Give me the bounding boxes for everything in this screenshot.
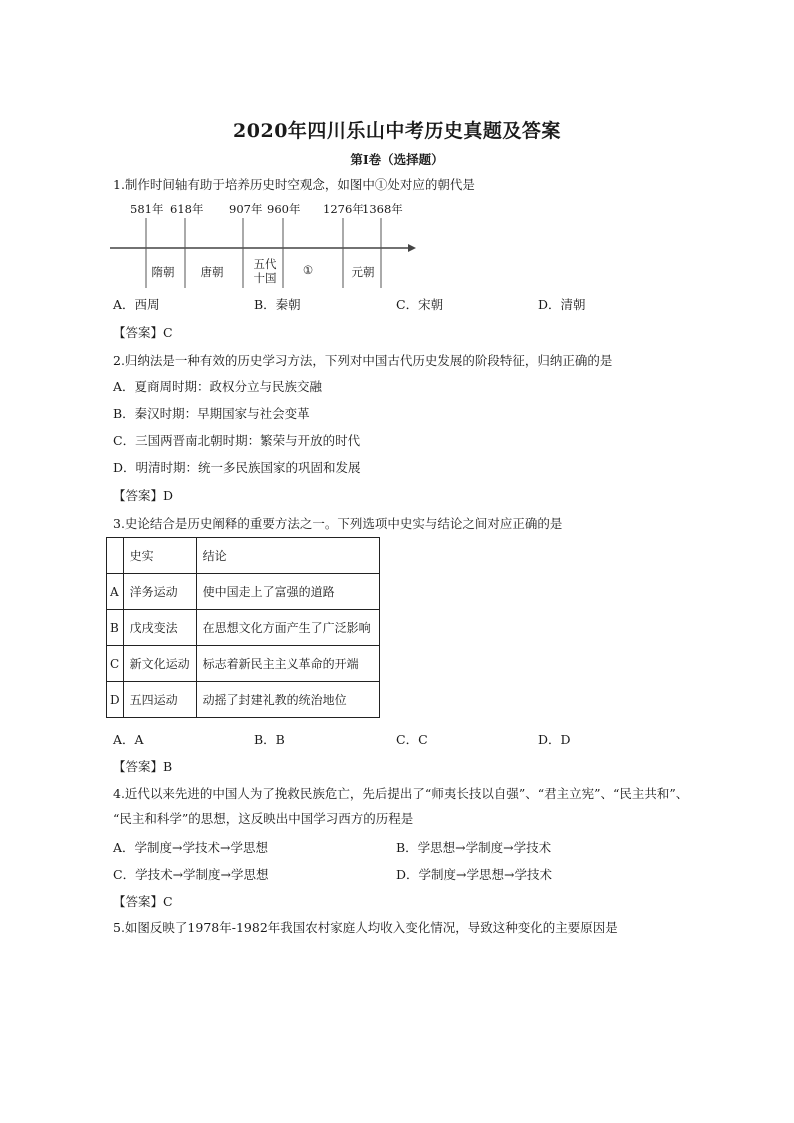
option-d: D．学制度→学思想→学技术 <box>396 867 552 882</box>
timeline-segment: 唐朝 <box>200 265 224 279</box>
timeline-year: 960年 <box>267 202 301 216</box>
option-c: C．学技术→学制度→学思想 <box>113 867 269 882</box>
answer-2: 【答案】D <box>113 488 174 503</box>
timeline-year: 1276年 <box>323 202 364 216</box>
table-header: 结论 <box>196 538 379 574</box>
option-c: C．C <box>396 732 428 747</box>
answer-4: 【答案】C <box>113 894 173 909</box>
table-cell: D <box>107 682 124 718</box>
option-a: A．A <box>113 732 144 747</box>
question-1-text: 1.制作时间轴有助于培养历史时空观念，如图中①处对应的朝代是 <box>113 177 475 192</box>
table-cell: 洋务运动 <box>123 574 196 610</box>
question-4-text: 4.近代以来先进的中国人为了挽救民族危亡，先后提出了“师夷长技以自强”、“君主立宪”、“民主共和”、 <box>113 786 689 801</box>
table-cell: 使中国走上了富强的道路 <box>196 574 379 610</box>
table-cell: 新文化运动 <box>123 646 196 682</box>
question-3-text: 3.史论结合是历史阐释的重要方法之一。下列选项中史实与结论之间对应正确的是 <box>113 516 563 531</box>
option-b: B．秦朝 <box>254 297 301 312</box>
question-4-text-cont: “民主和科学”的思想，这反映出中国学习西方的历程是 <box>113 811 414 826</box>
option-a: A．夏商周时期：政权分立与民族交融 <box>113 379 323 394</box>
timeline-year: 618年 <box>170 202 204 216</box>
table-cell: B <box>107 610 124 646</box>
table-row <box>107 610 380 646</box>
section-subtitle: 第Ⅰ卷（选择题） <box>350 152 444 167</box>
table-cell: C <box>107 646 124 682</box>
timeline-segment-blank: ① <box>302 263 314 277</box>
timeline-year: 581年 <box>130 202 164 216</box>
option-a: A．西周 <box>113 297 160 312</box>
option-d: D．清朝 <box>538 297 586 312</box>
table-cell: 五四运动 <box>123 682 196 718</box>
timeline-segment: 隋朝 <box>151 265 175 279</box>
timeline-arrow-icon <box>408 244 416 252</box>
option-c: C．三国两晋南北朝时期：繁荣与开放的时代 <box>113 433 361 448</box>
timeline-year: 1368年 <box>362 202 403 216</box>
option-b: B．学思想→学制度→学技术 <box>396 840 552 855</box>
table-row <box>107 646 380 682</box>
table-cell: 标志着新民主主义革命的开端 <box>196 646 379 682</box>
table-cell: 动摇了封建礼教的统治地位 <box>196 682 379 718</box>
answer-1: 【答案】C <box>113 325 173 340</box>
option-d: D．D <box>538 732 571 747</box>
timeline-segment: 元朝 <box>351 265 375 279</box>
table-cell <box>107 538 124 574</box>
option-c: C．宋朝 <box>396 297 444 312</box>
timeline-segment: 五代 <box>253 257 277 271</box>
fact-conclusion-table <box>106 537 380 718</box>
table-cell: 戊戌变法 <box>123 610 196 646</box>
table-header: 史实 <box>123 538 196 574</box>
table-cell: 在思想文化方面产生了广泛影响 <box>196 610 379 646</box>
question-5-text: 5.如图反映了1978年-1982年我国农村家庭人均收入变化情况，导致这种变化的主要原因是 <box>113 920 618 935</box>
timeline-segment: 十国 <box>253 271 277 285</box>
question-2-text: 2.归纳法是一种有效的历史学习方法，下列对中国古代历史发展的阶段特征，归纳正确的是 <box>113 353 613 368</box>
option-d: D．明清时期：统一多民族国家的巩固和发展 <box>113 460 361 475</box>
option-b: B．秦汉时期：早期国家与社会变革 <box>113 406 310 421</box>
timeline-year: 907年 <box>229 202 263 216</box>
table-row <box>107 574 380 610</box>
table-header-row <box>107 538 380 574</box>
answer-3: 【答案】B <box>113 759 173 774</box>
option-b: B．B <box>254 732 285 747</box>
table-cell: A <box>107 574 124 610</box>
option-a: A．学制度→学技术→学思想 <box>113 840 268 855</box>
page-title: 2020年四川乐山中考历史真题及答案 <box>233 120 561 142</box>
table-row <box>107 682 380 718</box>
